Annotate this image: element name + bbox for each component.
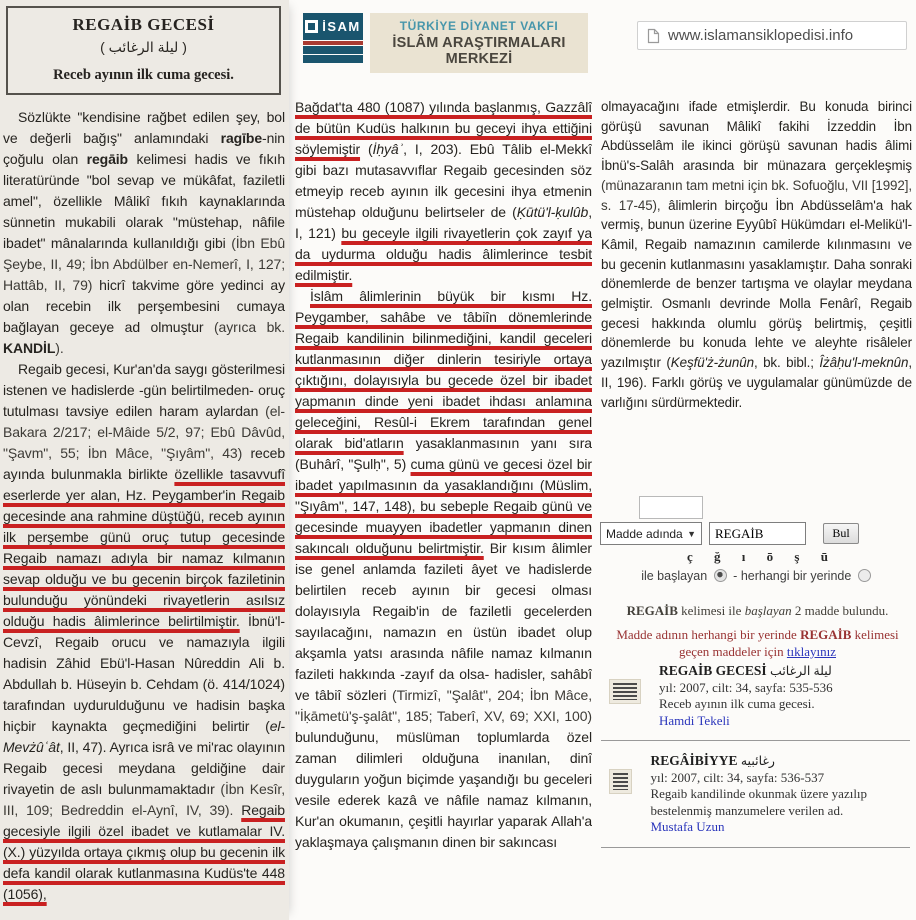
encyclopedia-search-panel: [599, 493, 916, 920]
dropdown-value: Madde adında: [606, 526, 683, 541]
result-divider: [601, 740, 910, 741]
radio-anywhere[interactable]: [858, 569, 871, 582]
isam-banner: [370, 13, 588, 73]
page-icon: [647, 28, 660, 44]
partial-input-box: [639, 496, 703, 519]
article-subtitle: Receb ayının ilk cuma gecesi.: [53, 67, 234, 83]
article-column-middle: [295, 97, 592, 917]
paragraph: Bağdat'ta 480 (1087) yılında başlanmış, Gazzâlî de bütün Kudüs halkının bu geceyi ihya ettiğini söylemiştir (İḥyâʾ, I, 203). Ebû Tâlib el-Mekkî gibi bazı mutasavvıflar Regaib gecesinden söz etmeyip receb ayının ilk gecesini ihya etmenin müstehap olduğunu belirtseler de (Ḳūtü'l-ḳulûb, I, 121) bu geceyle ilgili rivayetlerin çok zayıf ya da uydurma olduğu hadis âlimlerince tesbit edilmiştir.: [295, 99, 592, 283]
radio-separator: -: [733, 569, 738, 583]
search-result-item[interactable]: [599, 753, 916, 836]
search-result-item[interactable]: [599, 663, 916, 729]
article-title-arabic: ( ليلة الرغائب ): [100, 39, 187, 55]
result-divider: [601, 847, 910, 848]
chevron-down-icon: ▼: [687, 528, 696, 539]
isam-logo-text: İSAM: [322, 19, 361, 34]
paragraph: Sözlükte "kendisine rağbet edilen şey, bol ve değerli bağış" anlamındaki ragībe-nin çoğulu olan regāib kelimesi hadis ve fıkıh literatüründe "bol sevap ve mükâfat, faziletli amel", özellikle Mâlikî fıkıh kaynaklarında sünnetin mukabili olarak "müstehap, nâfile ibadet" mânalarında kullanıldığı gibi (İbn Ebû Şeybe, II, 49; İbn Abdülber en-Nemerî, I, 127; Hattâb, II, 79) hicrî takvime göre yedinci ay olan recebin ilk perşembesini cumaya bağlayan geceye ad olmuştur (ayrıca bk. KANDİL).: [3, 109, 286, 356]
article-lines-icon: [609, 679, 641, 704]
search-form-row: [599, 522, 916, 546]
browser-url-bar[interactable]: [637, 21, 907, 50]
result-title: REGÂİBİYYE رغائبيه: [650, 753, 775, 768]
result-meta: yıl: 2007, cilt: 34, sayfa: 536-537: [650, 769, 825, 785]
paragraph: olmayacağını ifade etmişlerdir. Bu konuda birinci görüşü savunan Mâlikî fakihi İzzeddin İbn Abdüsselâm ile ikinci görüşü savunan hadis âlimi İbnü's-Salâh arasında bir münazara gerçekleşmiş (münazaranın tam metni için bk. Sofuoğlu, VII [1992], s. 17-45), âlimlerin birçoğu İbn Abdüsselâm'a hak vermiş, bunun üzerine Eyyûbî Hükümdarı el-Melikü'l-Kâmil, Regaib namazının camilerde kılınmasını ve bu gecenin kutlanmasını yasaklamıştır. Daha sonraki dönemlerde de benzer tartışma ve olaylar meydana gelmiştir. Osmanlı devrinde Molla Fenârî, Regaib gecesi hakkında olumlu görüş belirtmiş, çeşitli dönemlerde bu konuda lehte ve aleyhte risâleler yazılmıştır (Keşfü'ż-żunûn, bk. bibl.; Îżâḥu'l-meknûn, II, 196). Farklı görüş ve uygulamalar günümüzde de varlığını sürdürmektedir.: [601, 99, 912, 410]
result-author-link[interactable]: Hamdi Tekeli: [659, 712, 730, 728]
anywhere-search-notice: Madde adının herhangi bir yerinde REGAİB kelimesi geçen maddeler için tıklayınız: [616, 627, 899, 659]
result-title-arabic: ليلة الرغائب: [770, 664, 832, 678]
result-description: Receb ayının ilk cuma gecesi.: [659, 696, 815, 711]
banner-line1: TÜRKİYE DİYANET VAKFI: [399, 19, 559, 33]
result-summary: REGAİB kelimesi ile başlayan 2 madde bulundu.: [626, 603, 889, 618]
article-column-right: [601, 97, 912, 495]
search-field-dropdown[interactable]: [600, 522, 702, 545]
result-description: Regaib kandilinde okunmak üzere yazılıp bestelenmiş manzumelere verilen ad.: [650, 786, 868, 818]
search-mode-radios: [599, 569, 916, 583]
logo-stripe: [303, 46, 363, 54]
logo-red-stripe: [303, 41, 363, 45]
article-title-block: [6, 6, 281, 95]
url-text: www.islamansiklopedisi.info: [668, 27, 854, 44]
article-column-left: [0, 0, 289, 920]
isam-header: [303, 13, 588, 73]
result-meta: yıl: 2007, cilt: 34, sayfa: 535-536: [659, 679, 833, 695]
article-lines-icon: [609, 769, 632, 794]
banner-line2: İSLÂM ARAŞTIRMALARI MERKEZİ: [392, 35, 566, 67]
search-results: [599, 663, 916, 848]
paragraph: Regaib gecesi, Kur'an'da saygı gösterilmesi istenen ve hadislerde -gün belirtilmeden- oruç tutulması tavsiye edilen haram aylardan (el-Bakara 2/217; el-Mâide 5/2, 97; Ebû Dâvûd, "Şavm", 55; İbn Mâce, "Şıyâm", 43) receb ayında bulunmakla birlikte özellikle tasavvufî eserlerde yer alan, Hz. Peygamber'in Regaib gecesinde ana rahmine düştüğü, receb ayının ilk perşembe günü oruç tutup gecesinde Regaib namazı adıyla bir namaz kılmanın sevap olduğu ve bu gecenin birçok faziletinin bulunduğu yönündeki rivayetlerin asılsız olduğu hadis âlimlerince belirtilmiştir. İbnü'l-Cevzî, Regaib orucu ve namazıyla ilgili hadisin Zâhid Ebü'l-Hasan Nûreddin Ali b. Abdullah b. Hüseyin b. Cehdam (ö. 414/1024) tarafından uydurulduğunu ve hadisin başka hiçbir kaynakta geçmediğini belirtir (el-Mevżûʿât, II, 47). Ayrıca isrâ ve mi'rac olayının Regaib gecesi meydana geldiğine dair rivayetin de aslı bulunmamaktadır (İbn Kesîr, III, 109; Bedreddin el-Aynî, IV, 39). Regaib gecesiyle ilgili özel ibadet ve kutlamalar IV. (X.) yüzyılda ortaya çıkmış olup bu gecenin ilk defa kandil olarak kutlanmasına Kudüs'te 448 (1056),: [3, 361, 286, 902]
article-title: REGAİB GECESİ: [72, 15, 215, 34]
result-title: REGAİB GECESİ ليلة الرغائب: [659, 663, 832, 678]
search-button[interactable]: Bul: [823, 523, 859, 544]
isam-logo: [303, 13, 363, 73]
radio-anywhere-label: herhangi bir yerinde: [740, 569, 852, 583]
paragraph: İslâm âlimlerinin büyük bir kısmı Hz. Peygamber, sahâbe ve tâbiîn dönemlerinde Regaib kandilinin bilinmediğini, kandil geceleri kutlanmasının diğer dinlerin tesiriyle ortaya çıktığını, dolayısıyla bu gecede özel bir ibadet yapmanın dinde yeni ibadet ihdası anlamına geleceğini, Resûl-i Ekrem tarafından genel olarak bid'atların yasaklanmasının yanı sıra (Buhârî, "Şulḥ", 5) cuma günü ve gecesi özel bir ibadet yapılmasının da yasaklandığını (Müslim, "Şıyâm", 147, 148), bu sebeple Regaib günü ve gecesinde muayyen ibadetler yapmanın dinen sakıncalı olduğunu belirtmiştir. Bir kısım âlimler ise genel anlamda fazileti âyet ve hadislerde belirtilen receb ayının bir gecesi olması dolayısıyla Regaib'in de faziletli gecelerden sayılacağını, namazın en üstün ibadet olup akşamla yatsı arasında nâfile namaz kılmanın fazileti hakkında -zayıf da olsa- hadisler, sahâbî ve tâbiî sözleri (Tirmizî, "Şalât", 204; İbn Mâce, "İḳāmetü'ş-şalât", 185; Taberî, XV, 69; XXI, 100) bulunduğunu, müslüman toplumlarda özel zaman dilimleri olduğuna inanılan, dinî duyguların yoğun biçimde yaşandığı bu geceleri vesile ederek kazâ ve nâfile namaz kılmanın, Kur'an okumanın, çeşitli hayırlar yaparak Allah'a yaklaşmaya çalışmanın dinen bir sakıncası: [295, 288, 592, 850]
isam-emblem-icon: [305, 20, 318, 33]
result-author-link[interactable]: Mustafa Uzun: [650, 819, 725, 834]
logo-stripe: [303, 55, 363, 63]
search-input[interactable]: [709, 522, 806, 545]
anywhere-search-link[interactable]: tıklayınız: [786, 644, 837, 659]
radio-starts-with[interactable]: [714, 569, 727, 582]
radio-starts-with-label: ile başlayan: [641, 569, 708, 583]
special-characters-row[interactable]: ç ğ ı ō ş ū: [687, 549, 837, 564]
left-column-text: [0, 107, 289, 913]
result-title-arabic: رغائبيه: [740, 754, 775, 768]
